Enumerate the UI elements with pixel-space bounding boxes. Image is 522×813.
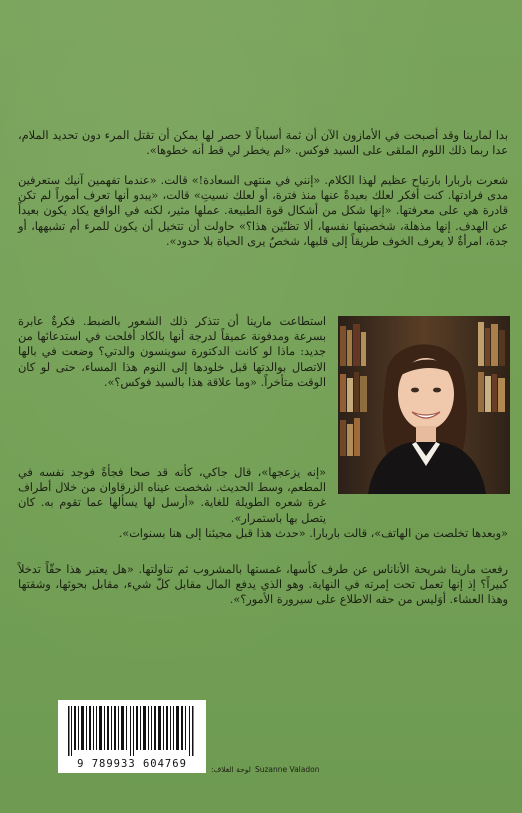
blurb-paragraph-2: شعرت باربارا بارتياح عظيم لهذا الكلام. «إنني في منتهى السعادة!» قالت. «عندما تفهمين آنيك ستعرفين مدى فرادتها. كنت أفكر لعلك بعيدةً عنها منذ فترة، أو لعلك نسيتِ» قالت، «يبدو أنها تعرف أموراً لم تكن قادرة هي على معرفتها. «إنها شكل من أشكال قوة الطبيعة. عملها مثير، لكنه في الواقع يكاد يكون بعيداً عن الهدف. إنها مذهلة، شخصيتها نفسها، ألا تظنّين هذا؟» حاولت أن تتخيل أن يكون للمرء أم تشبهها، أو جدة، امرأةٌ لا يعرف الخوف طريقاً إلى قلبها، شخصٌ يرى الحياة بلا حدود». (18, 174, 508, 248)
barcode (58, 700, 206, 773)
blurb-paragraph-3: استطاعت مارينا أن تتذكر ذلك الشعور بالضبط. فكرةٌ عابرة بسرعة ومدفونة عميقاً لدرجة أنها بالكاد أفلحت في استدعائها من جديد: ماذا لو كانت الدكتورة سوينسون والدتي؟ وضعت في بالها الاتصال بوالدتها قبل خلودها إلى النوم هذا المساء، حتى لو كان الوقت متأخراً. «وما علاقة هذا بالسيد فوكس؟». (18, 315, 326, 389)
cover-credit-name: Suzanne Valadon (254, 764, 320, 774)
isbn-number: 9 789933 604769 (77, 758, 187, 770)
author-photo (338, 316, 510, 494)
blurb-paragraph-4: «إنه يزعجها»، قال جاكي، كأنه قد صحا فجأةً فوجد نفسه في المطعم، وسط الحديث. شخصت عيناه الزرقاوان من خلال أطراف غرة شعره الطويلة للغاية. «أرسل لها يسألها عما تقوم به. كان يتصل بها باستمرار». (18, 466, 326, 525)
cover-credit-label: لوحة الغلاف: (211, 764, 251, 774)
cover-credit (211, 762, 321, 776)
blurb-paragraph-1: بدا لمارينا وقد أصبحت في الأمازون الآن أن ثمة أسباباً لا حصر لها يمكن أن تقتل المرء دون تحديد الملام، عدا ربما ذلك اللوم الملقى على السيد فوكس. «لم يخطر لي قط أنه خطوها». (18, 129, 508, 158)
blurb-paragraph-6: رفعت مارينا شريحة الأناناس عن طرف كأسها، غمستها بالمشروب ثم تناولتها. «هل يعتبر هذا حقّاً تدخلاً كبيراً؟ إذ إنها تعمل تحت إمرته في النهاية. وهو الذي يدفع المال مقابل كلّ شيء، مقابل بحوثها، وشقتها وهذا العشاء. أوَليس من حقه الاطلاع على سيرورة الأمور؟». (18, 563, 508, 607)
barcode-bars (68, 706, 196, 756)
blurb-paragraph-5: «وبعدها تخلصت من الهاتف»، قالت باربارا. «حدث هذا قبل مجيئنا إلى هنا بسنوات». (118, 527, 508, 540)
